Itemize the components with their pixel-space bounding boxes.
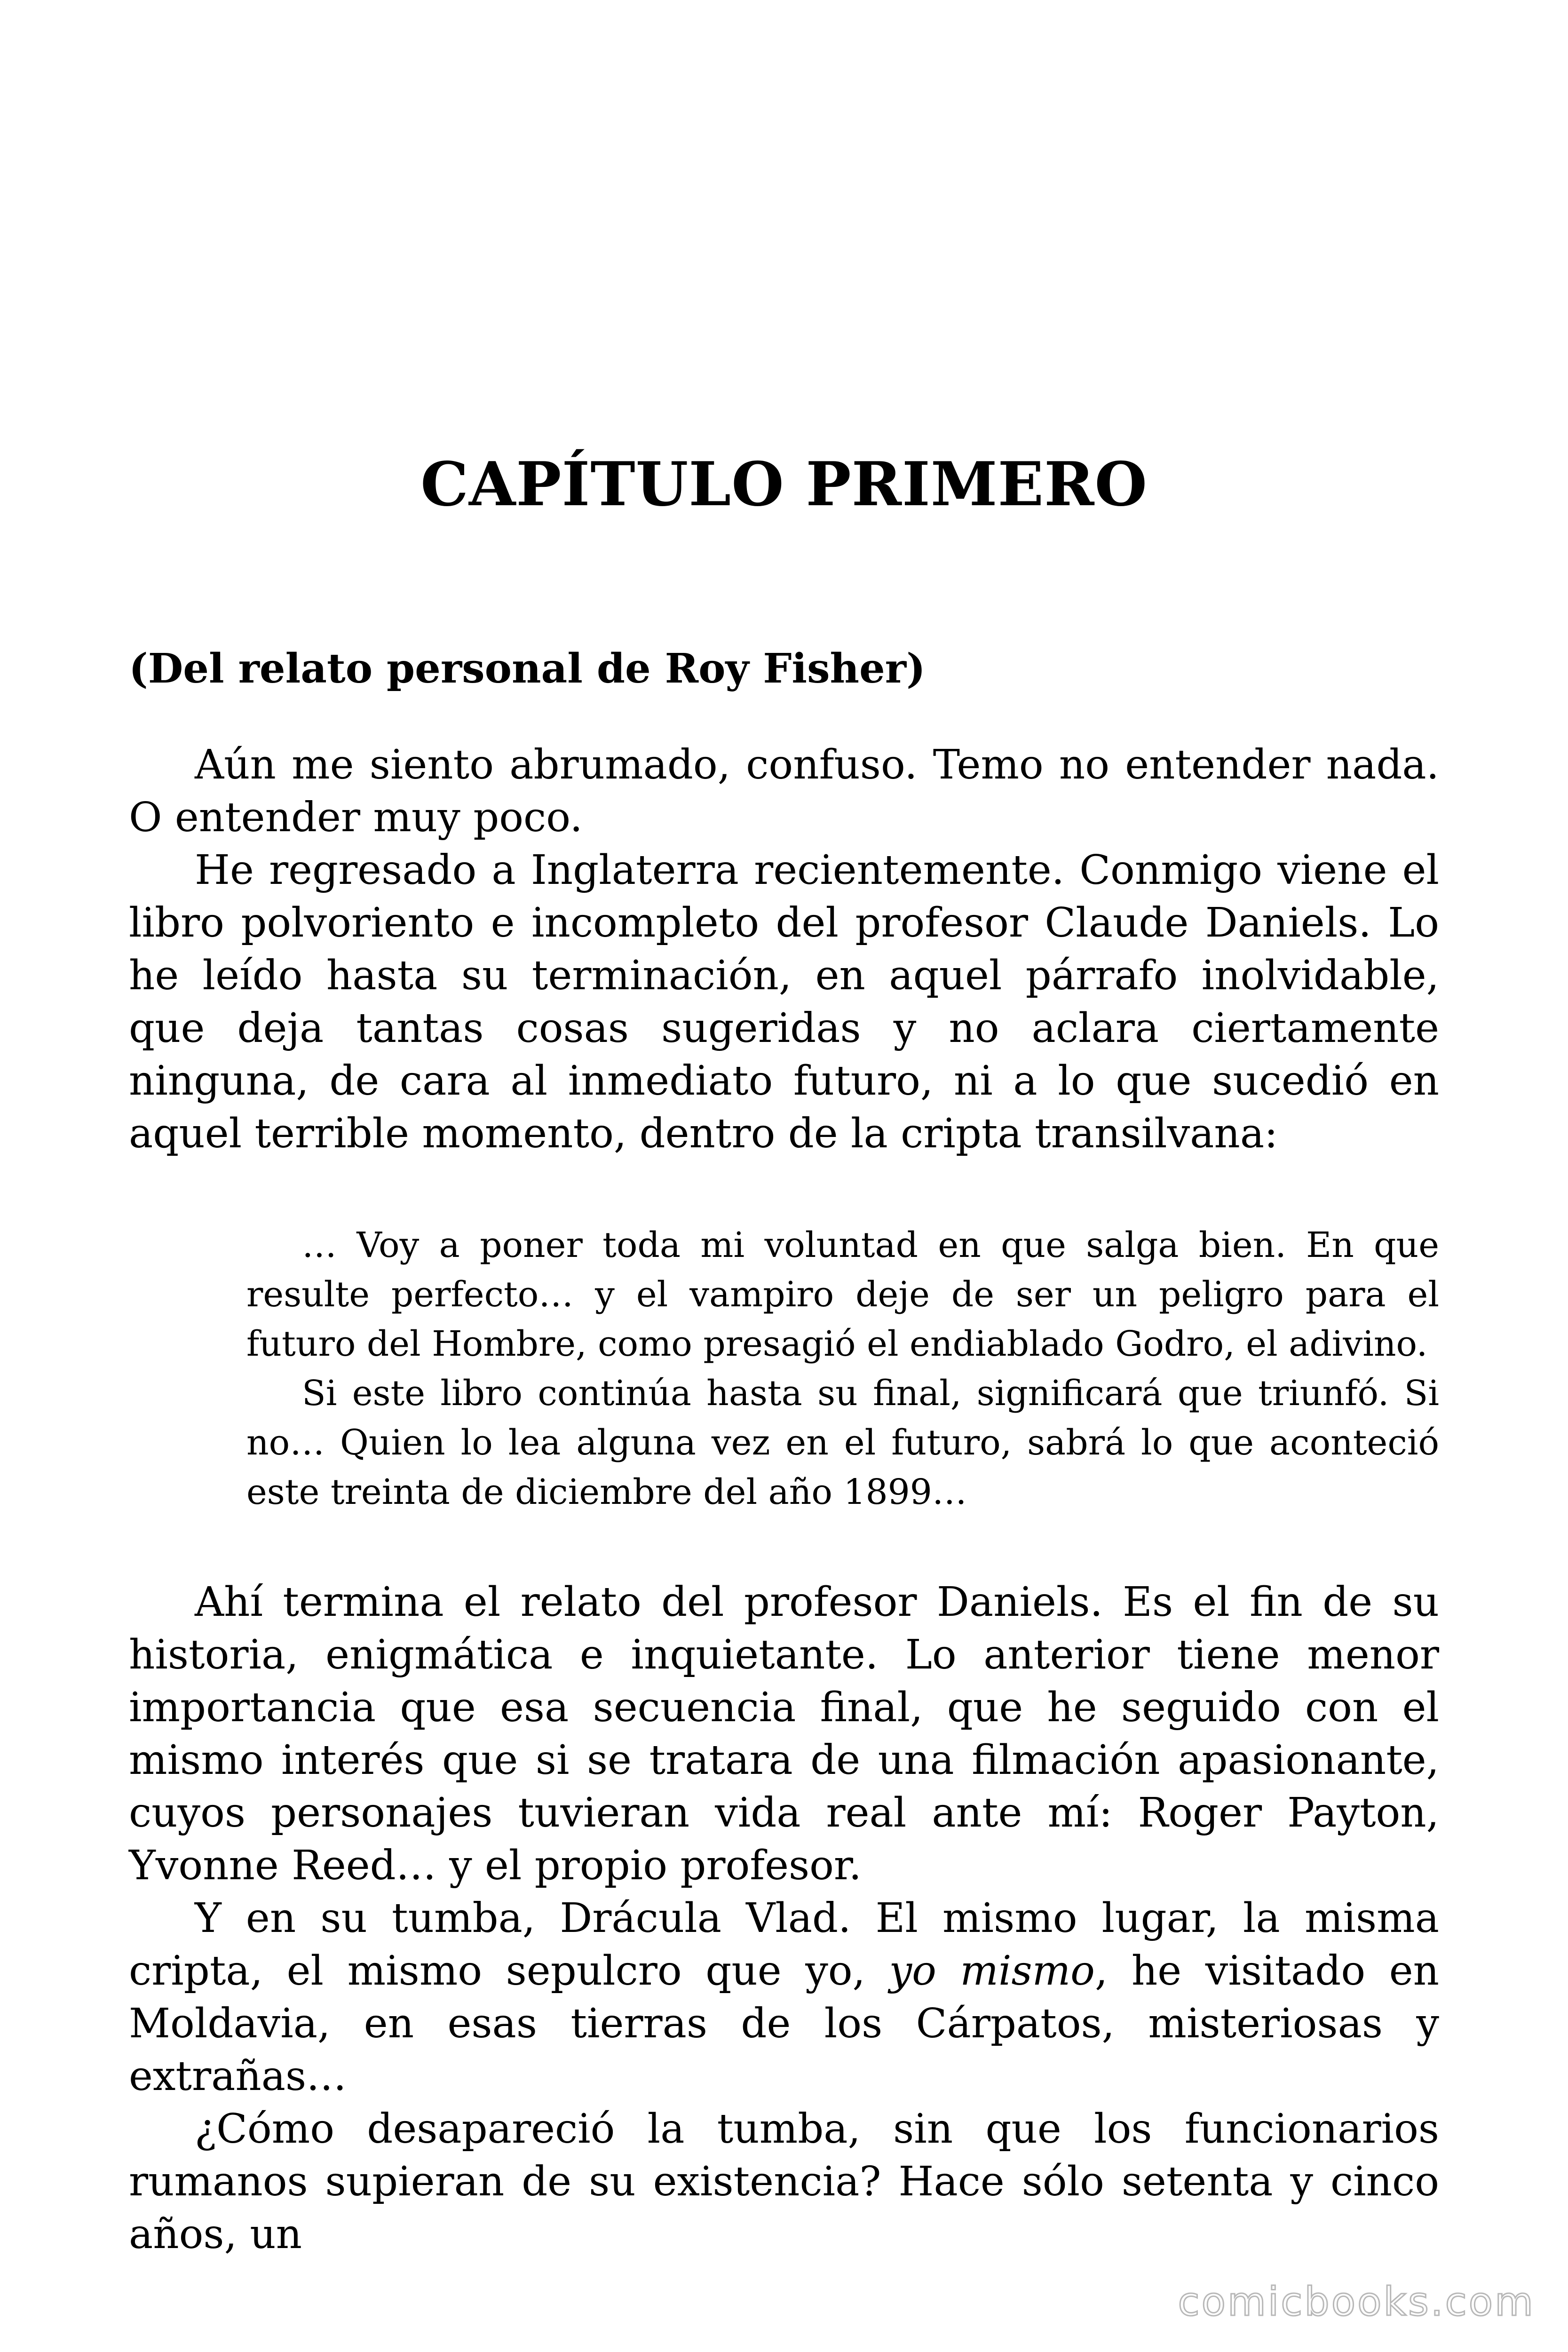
body-text-bottom [129, 1576, 1439, 2261]
watermark: comicbooks.com [1178, 2279, 1535, 2325]
body-paragraph-2: He regresado a Inglaterra recientemente. Conmigo viene el libro polvoriento e incompleto del profesor Claude Daniels. Lo he leído hasta su terminación, en aquel párrafo inolvidable, que deja tantas cosas sugeridas y no aclara ciertamente ninguna, de cara al inmediato futuro, ni a lo que sucedió en aquel terrible momento, dentro de la cripta transilvana: [129, 847, 1439, 1157]
body-paragraph-4-start: Y en su tumba, Drácula Vlad. El mismo lugar, la misma cripta, el mismo sepulcro que yo, [129, 1895, 1439, 1994]
body-paragraph-5: ¿Cómo desapareció la tumba, sin que los funcionarios rumanos supieran de su existencia? Hace sólo setenta y cinco años, un [129, 2106, 1439, 2258]
body-paragraph-1: Aún me siento abrumado, confuso. Temo no entender nada. O entender muy poco. [129, 741, 1439, 841]
body-paragraph-4-end: , he visitado en Moldavia, en esas tierras de los Cárpatos, misteriosas y extrañas… [129, 1947, 1439, 2100]
block-quote [246, 1221, 1439, 1517]
chapter-title: CAPÍTULO PRIMERO [420, 449, 1148, 520]
chapter-subtitle: (Del relato personal de Roy Fisher) [129, 645, 926, 692]
body-paragraph-3: Ahí termina el relato del profesor Daniels. Es el fin de su historia, enigmática e inquietante. Lo anterior tiene menor importancia que esa secuencia final, que he seguido con el mismo interés que si se tratara de una filmación apasionante, cuyos personajes tuvieran vida real ante mí: Roger Payton, Yvonne Reed… y el propio profesor. [129, 1579, 1439, 1889]
body-paragraph-4-emphasis: yo mismo [889, 1947, 1095, 1994]
quote-paragraph-2: Si este libro continúa hasta su final, significará que triunfó. Si no… Quien lo lea alguna vez en el futuro, sabrá lo que aconteció este treinta de diciembre del año 1899… [246, 1373, 1439, 1512]
quote-paragraph-1: … Voy a poner toda mi voluntad en que salga bien. En que resulte perfecto… y el vampiro deje de ser un peligro para el futuro del Hombre, como presagió el endiablado Godro, el adivino. [246, 1225, 1439, 1364]
body-paragraph-4 [129, 1892, 1439, 2103]
body-text-top [129, 739, 1439, 1160]
